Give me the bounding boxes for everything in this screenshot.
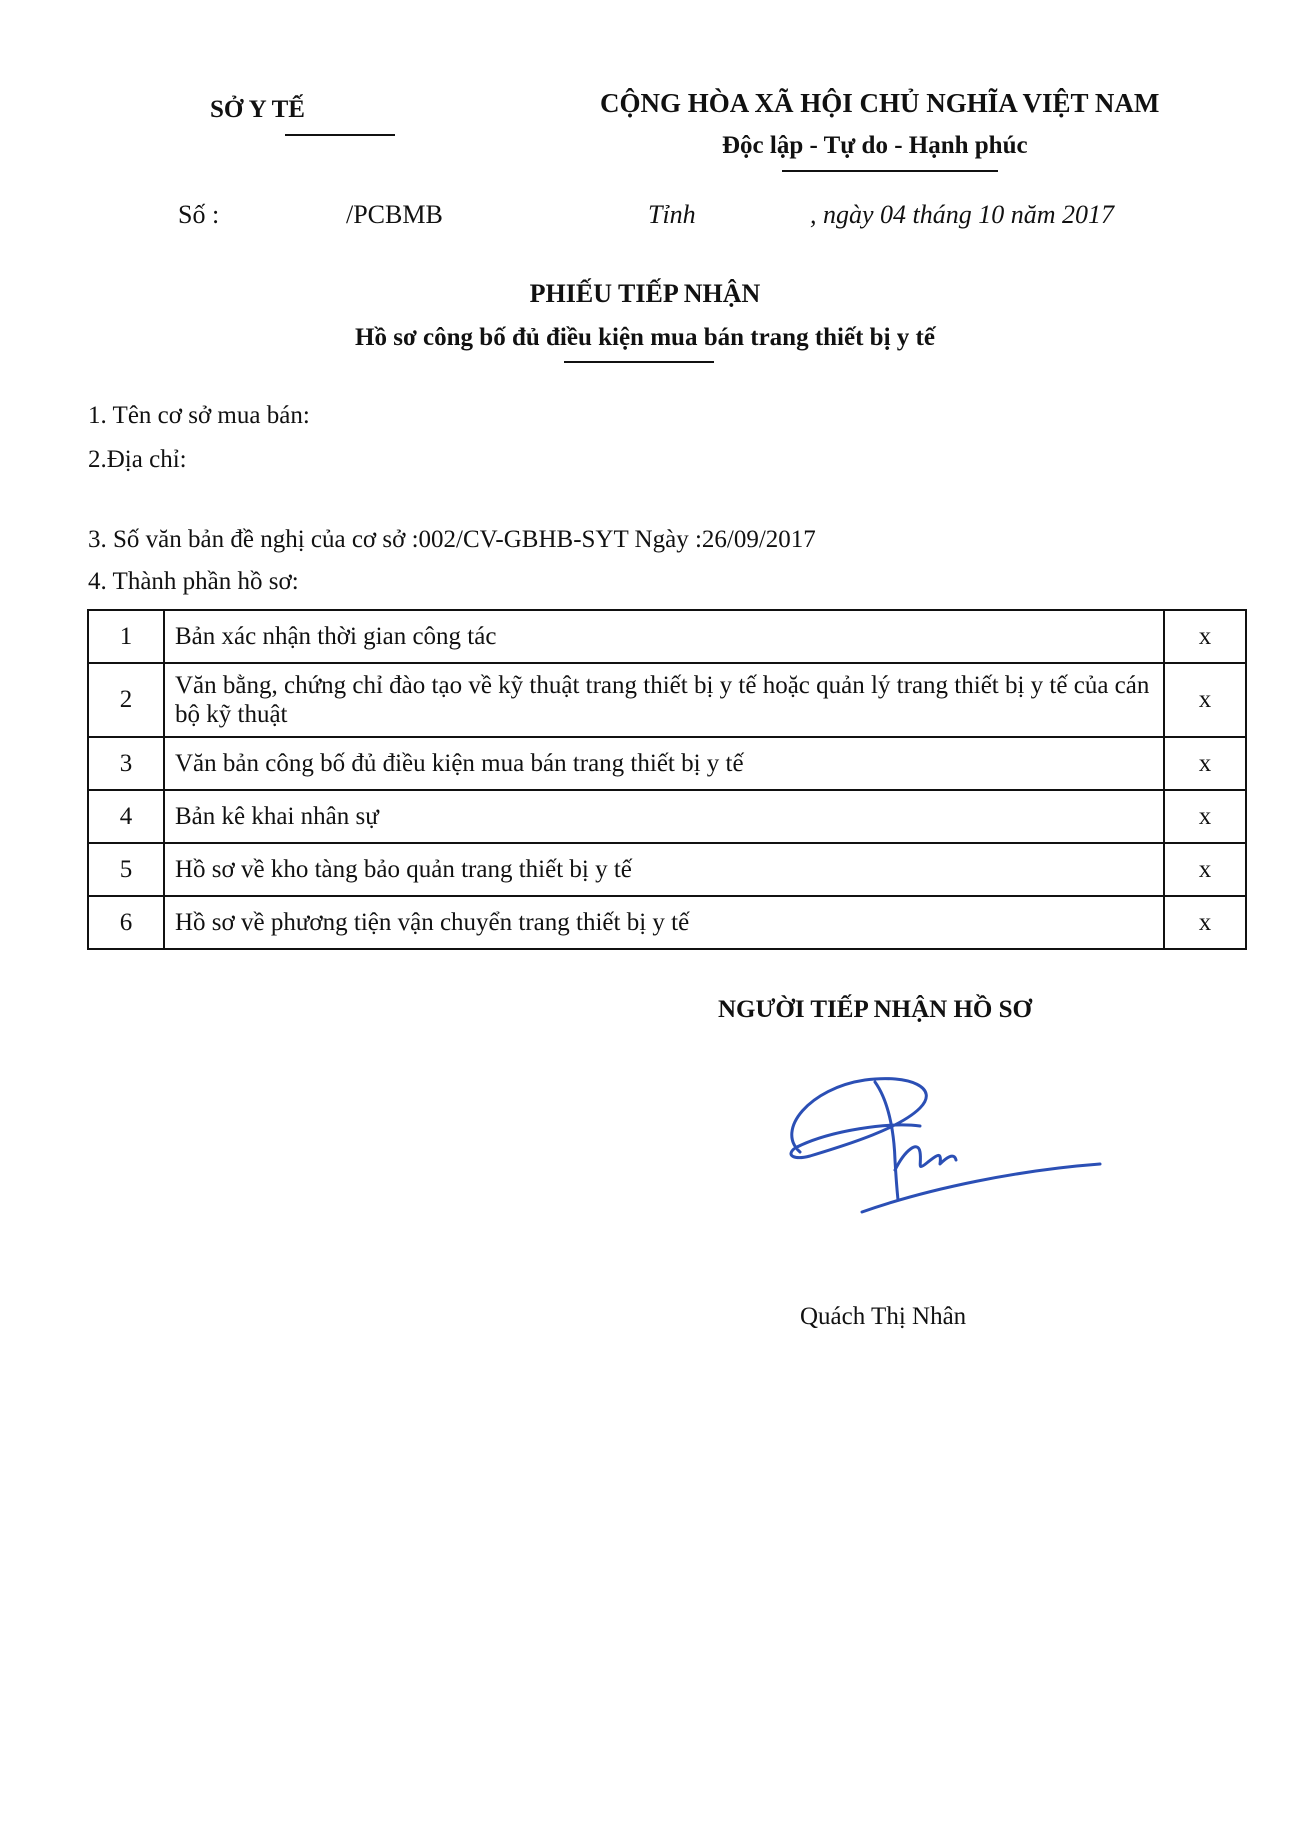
- document-number-label: Số :: [178, 200, 220, 229]
- row-mark: x: [1164, 737, 1246, 790]
- organization-underline: [285, 134, 395, 136]
- facility-name-field: 1. Tên cơ sở mua bán:: [88, 402, 310, 429]
- row-number: 5: [88, 843, 164, 896]
- row-number: 4: [88, 790, 164, 843]
- row-mark: x: [1164, 663, 1246, 737]
- national-motto: Độc lập - Tự do - Hạnh phúc: [722, 132, 1028, 159]
- motto-underline: [782, 170, 998, 172]
- components-label: 4. Thành phần hồ sơ:: [88, 568, 299, 595]
- request-document-field: 3. Số văn bản đề nghị của cơ sở :002/CV-GBHB-SYT Ngày :26/09/2017: [88, 526, 816, 553]
- receiver-name: Quách Thị Nhân: [800, 1303, 967, 1330]
- row-number: 3: [88, 737, 164, 790]
- document-number-code: /PCBMB: [346, 200, 443, 229]
- row-document: Bản kê khai nhân sự: [164, 790, 1164, 843]
- row-number: 1: [88, 610, 164, 663]
- handwritten-signature: [770, 1060, 1110, 1220]
- national-title: CỘNG HÒA XÃ HỘI CHỦ NGHĨA VIỆT NAM: [600, 88, 1160, 118]
- row-mark: x: [1164, 896, 1246, 949]
- row-document: Văn bản công bố đủ điều kiện mua bán trang thiết bị y tế: [164, 737, 1164, 790]
- table-row: [88, 610, 1246, 663]
- table-row: [88, 843, 1246, 896]
- row-document: Bản xác nhận thời gian công tác: [164, 610, 1164, 663]
- page-title: PHIẾU TIẾP NHẬN: [529, 279, 761, 308]
- row-mark: x: [1164, 790, 1246, 843]
- row-number: 2: [88, 663, 164, 737]
- row-mark: x: [1164, 610, 1246, 663]
- page-subtitle: Hồ sơ công bố đủ điều kiện mua bán trang thiết bị y tế: [355, 324, 935, 351]
- table-row: [88, 663, 1246, 737]
- row-number: 6: [88, 896, 164, 949]
- table-row: [88, 896, 1246, 949]
- row-document: Văn bằng, chứng chỉ đào tạo về kỹ thuật trang thiết bị y tế hoặc quản lý trang thiết bị y tế của cán bộ kỹ thuật: [164, 663, 1164, 737]
- row-document: Hồ sơ về kho tàng bảo quản trang thiết bị y tế: [164, 843, 1164, 896]
- issuing-organization: SỞ Y TẾ: [210, 96, 305, 123]
- documents-table: [87, 609, 1247, 950]
- row-document: Hồ sơ về phương tiện vận chuyển trang thiết bị y tế: [164, 896, 1164, 949]
- table-row: [88, 790, 1246, 843]
- receiver-title: NGƯỜI TIẾP NHẬN HỒ SƠ: [718, 996, 1032, 1023]
- row-mark: x: [1164, 843, 1246, 896]
- document-date: , ngày 04 tháng 10 năm 2017: [810, 200, 1115, 229]
- document-place: Tỉnh: [648, 200, 696, 229]
- table-row: [88, 737, 1246, 790]
- subtitle-underline: [564, 361, 714, 363]
- address-field: 2.Địa chỉ:: [88, 446, 187, 473]
